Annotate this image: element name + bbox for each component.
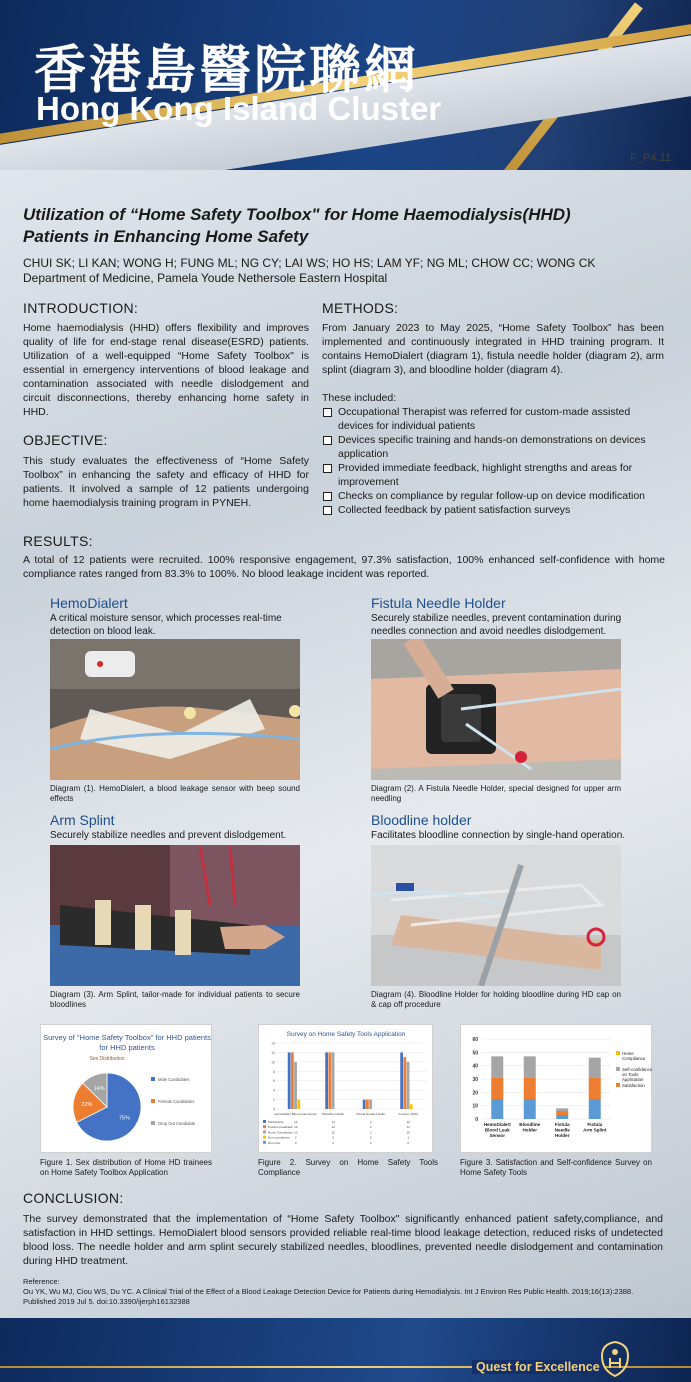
device-desc-fistula-needle-holder: Securely stabilize needles, prevent contamination during needles connection and avoid needles dislodgement. [371,613,622,637]
bar3-legend-label: Compliance [622,1056,646,1061]
photo-fistula-needle-holder [371,639,621,780]
photo-bloodline-holder [371,845,621,986]
device-heading-hemodialert: HemoDialert [50,595,128,611]
bar3-category-label: Arm Splint [583,1127,607,1133]
pie-legend-label: Male Candidates [158,1077,190,1082]
pie-data-label: 75% [118,1115,130,1122]
bar3-segment [589,1099,601,1119]
bar2-title: Survey on Home Safety Tools Application [286,1031,406,1038]
bar3-segment [524,1099,536,1119]
bar3-ytick: 0 [475,1117,478,1123]
pie-legend-label: Drop Out Candidate [158,1121,196,1126]
footer-banner [0,1318,691,1382]
bar3-legend-label: Home [622,1051,634,1056]
pie-title-suffix: for HHD patients [99,1043,155,1052]
photo-hemodialert [50,639,300,780]
bar2-table-value: 12 [294,1120,298,1124]
pie-legend-swatch [151,1077,155,1081]
device-desc-bloodline-holder: Facilitates bloodline connection by single-hand operation. [371,830,626,841]
bar2-legend-swatch [263,1125,266,1128]
methods-included-label: These included: [322,392,397,404]
bar2-table-value: 11 [406,1125,410,1130]
bar3-segment [491,1099,503,1119]
bar2-ytick: 14 [271,1041,275,1046]
device-heading-bloodline-holder: Bloodline holder [371,812,472,828]
bar2-table-value: 0 [294,1140,297,1145]
bar2-table-value: 0 [369,1140,372,1145]
bar2-category-label: Bloodline Holder [322,1112,345,1116]
bar3-category-label: Fistula [554,1122,570,1127]
bar2-bar [363,1100,366,1109]
bar2-table-value: 12 [294,1125,298,1130]
methods-list-item: Occupational Therapist was referred for custom-made assisted devices for individual patients [322,405,664,433]
figure1-caption: Figure 1. Sex distribution of Home HD trainees on Home Safety Toolbox Application [40,1158,212,1177]
figure3-stacked-bar-chart [460,1024,652,1153]
bar3-legend-swatch [616,1067,620,1071]
photo-arm-splint [50,845,300,986]
bar2-bar [288,1052,291,1109]
pie-legend-swatch [151,1099,155,1103]
results-heading: RESULTS: [23,533,93,549]
pie-data-label: 22% [81,1101,93,1108]
authors: CHUI SK; LI KAN; WONG H; FUNG ML; NG CY; LAI WS; HO HS; LAM YF; NG ML; CHOW CC; WONG CK [23,256,596,270]
diagram1-caption: Diagram (1). HemoDialert, a blood leakage sensor with beep sound effects [50,784,300,803]
footer-slogan: Quest for Excellence [472,1360,604,1374]
results-text: A total of 12 patients were recruited. 100% responsive engagement, 97.3% satisfaction, 100% enhanced self-confidence with home compliance rates ranged from 83.3% to 100%. No blood leakage incident was reported. [23,554,665,580]
bar2-bar [369,1100,372,1109]
introduction-text: Home haemodialysis (HHD) offers flexibility and improves quality of life for end-stage renal disease(ESRD) patients. Utilization of a well-equipped “Home Safety Toolbox" is essential in emergency interventions of blood leakage and contamination associated with needle dislodgement and circuit disconnections, thereby enhancing home safety in HHD. [23,322,309,418]
bar3-ytick: 50 [472,1050,478,1057]
bar2-legend-label: Participants [268,1120,284,1124]
bar3-legend-label: on Tools [622,1072,639,1077]
conclusion-text: The survey demonstrated that the implementation of “Home Safety Toolbox" significantly enhanced patient safety,compliance, and satisfaction in HHD settings. HemoDialert blood sensors provided reliable real-time blood leakage detection, reduced risks of undetected blood loss. The needle holder and arm splint securely stabilized needles, bloodlines, prevented needle dislodgement and contamination during HHD treatment. [23,1213,663,1267]
bar2-ytick: 4 [273,1088,275,1093]
bar2-table-value: 0 [369,1135,372,1140]
bar3-segment [589,1078,601,1099]
bar3-segment [556,1108,568,1111]
pie-title: Survey of "Home Safety Toolbox" for HHD patients [43,1033,211,1042]
bar2-bar [403,1057,406,1109]
bar3-segment [491,1078,503,1099]
bar3-legend-label: Self-confidence [622,1067,653,1072]
bar3-segment [556,1111,568,1115]
bar2-table-value: 12 [331,1125,335,1130]
poster-title-line2: Patients in Enhancing Home Safety [23,227,309,246]
bar2-bar [410,1104,413,1109]
poster-title-line1: Utilization of “Home Safety Toolbox" for Home Haemodialysis(HHD) [23,205,571,224]
bar2-bar [294,1062,297,1109]
bar2-bar [291,1052,294,1109]
pie-legend-label: Female Candidates [158,1099,195,1104]
bar2-legend-swatch [263,1120,266,1123]
bar2-legend-label: Drop Out [268,1140,281,1145]
diagram4-caption: Diagram (4). Bloodline Holder for holding bloodline during HD cap on & cap off procedure [371,990,621,1009]
device-desc-arm-splint: Securely stabilize needles and prevent dislodgement. [50,830,287,841]
device-heading-fistula-needle-holder: Fistula Needle Holder [371,595,506,611]
bar3-segment [524,1078,536,1099]
methods-list-item: Collected feedback by patient satisfaction surveys [322,503,664,517]
bar2-legend-label: Non-compliance [268,1135,290,1140]
reference-label: Reference: [23,1277,60,1286]
bar3-segment [556,1115,568,1119]
bar3-segment [491,1056,503,1077]
objective-text: This study evaluates the effectiveness of “Home Safety Toolbox” in enhancing the safety and efficacy of HHD for patients. It involved a sample of 12 patients undergoing home haemodialysis training program in PYNEH. [23,455,309,509]
bar2-table-value: 0 [332,1135,335,1140]
bar2-table-value: 2 [369,1130,372,1135]
poster-title [23,204,663,248]
bar2-category-label: Fourarm Splint [398,1112,419,1116]
bar2-table-value: 10 [406,1130,410,1135]
figure3-caption: Figure 3. Satisfaction and Self-confidence Survey on Home Safety Tools [460,1158,652,1177]
bar3-ytick: 30 [472,1077,478,1083]
bar2-category-label: HemoDialert Blood Leak Sensor [274,1112,318,1116]
bar2-table-value: 2 [294,1135,297,1140]
chinese-title: 香港島醫院聯網 [34,41,420,101]
bar2-table-value: 2 [369,1120,372,1124]
bar3-ytick: 40 [472,1063,478,1070]
diagram3-caption: Diagram (3). Arm Splint, tailor-made for individual patients to secure bloodlines [50,990,300,1009]
bar2-table-value: 0 [407,1140,410,1145]
bar2-legend-swatch [263,1136,266,1139]
bar3-category-label: Bloodline [519,1122,541,1127]
bar3-category-label: HemoDialert [483,1122,511,1127]
bar2-bar [400,1052,403,1109]
bar3-segment [524,1056,536,1077]
bar2-legend-label: Home Compliance [268,1130,293,1135]
methods-list-item: Provided immediate feedback, highlight strengths and areas for improvement [322,461,664,489]
bar2-table-value: 12 [331,1120,335,1124]
figure2-bar-chart [258,1024,433,1153]
bar2-ytick: 0 [273,1107,275,1112]
bar2-ytick: 12 [271,1050,275,1055]
methods-list-item: Checks on compliance by regular follow-up on device modification [322,489,664,503]
reference-text: Ou YK, Wu MJ, Ciou WS, Du YC. A Clinical Trial of the Effect of a Blood Leakage Detection Device for Patients during Hemodialysis. Int J Environ Res Public Health. 2019;16(13):2388. Published 2019 Jul 5. doi:10.3390/ijerph16132388 [23,1287,634,1306]
bar2-ytick: 8 [273,1069,275,1074]
english-title: Hong Kong Island Cluster [36,90,442,127]
bar2-bar [297,1100,300,1109]
bar3-legend-swatch [616,1051,620,1055]
bar3-legend-swatch [616,1083,620,1087]
figure1-pie-chart [40,1024,212,1153]
conclusion-heading: CONCLUSION: [23,1190,124,1206]
bar2-category-label: Fistula Needle Holder [356,1112,386,1116]
bar2-ytick: 2 [273,1098,275,1103]
bar2-legend-swatch [263,1130,266,1133]
bar2-bar [328,1052,331,1109]
objective-heading: OBJECTIVE: [23,432,108,448]
department: Department of Medicine, Pamela Youde Nethersole Eastern Hospital [23,271,388,285]
device-heading-arm-splint: Arm Splint [50,812,115,828]
device-desc-hemodialert: A critical moisture sensor, which processes real-time detection on blood leak. [50,613,282,637]
bar3-category-label: Holder [554,1133,570,1138]
bar2-ytick: 6 [273,1079,275,1084]
bar2-bar [366,1100,369,1109]
bar2-table-value: 2 [369,1125,372,1130]
bar2-legend-swatch [263,1141,266,1144]
bar2-bar [407,1062,410,1109]
methods-text: From January 2023 to May 2025, “Home Safety Toolbox” has been implemented and continuously integrated in HHD training program. It contains HemoDialert (diagram 1), fistula needle holder (diagram 2), arm splint (diagram 3), and bloodline holder (diagram 4). [322,322,664,376]
bar3-ytick: 20 [472,1090,478,1097]
bar2-legend-label: Positive Feedback [268,1125,293,1130]
bar2-bar [332,1052,335,1109]
bar3-category-label: Fistula [587,1122,603,1127]
introduction-heading: INTRODUCTION: [23,300,139,316]
bar3-category-label: Holder [522,1127,538,1133]
poster-code: F_P4.11 [630,152,671,164]
bar2-ytick: 10 [271,1060,275,1065]
pie-data-label: 14% [93,1086,105,1093]
bar3-ytick: 60 [472,1037,478,1043]
bar3-category-label: Needle [554,1127,570,1133]
bar3-legend-label: Application [622,1077,644,1082]
bar2-table-value: 1 [407,1135,410,1140]
bar3-segment [589,1058,601,1078]
bar3-legend-label: Satisfaction [622,1083,645,1088]
bar2-table-value: 10 [294,1130,298,1135]
bar2-table-value: 12 [406,1120,410,1124]
diagram2-caption: Diagram (2). A Fistula Needle Holder, special designed for upper arm needling [371,784,621,803]
header-banner [0,0,691,170]
bar2-bar [325,1052,328,1109]
methods-heading: METHODS: [322,300,399,316]
bar3-category-label: Sensor [489,1133,506,1138]
ha-logo-icon [598,1338,632,1378]
methods-list [322,405,664,517]
bar2-table-value: 12 [331,1130,335,1135]
figure2-caption: Figure 2. Survey on Home Safety Tools Compliance [258,1158,438,1177]
pie-legend-swatch [151,1121,155,1125]
bar2-table-value: 0 [332,1140,335,1145]
bar3-ytick: 10 [472,1103,478,1110]
pie-subtitle: Sex Distribution [89,1056,125,1062]
methods-list-item: Devices specific training and hands-on demonstrations on devices application [322,433,664,461]
bar3-category-label: Blood Leak [484,1127,510,1133]
